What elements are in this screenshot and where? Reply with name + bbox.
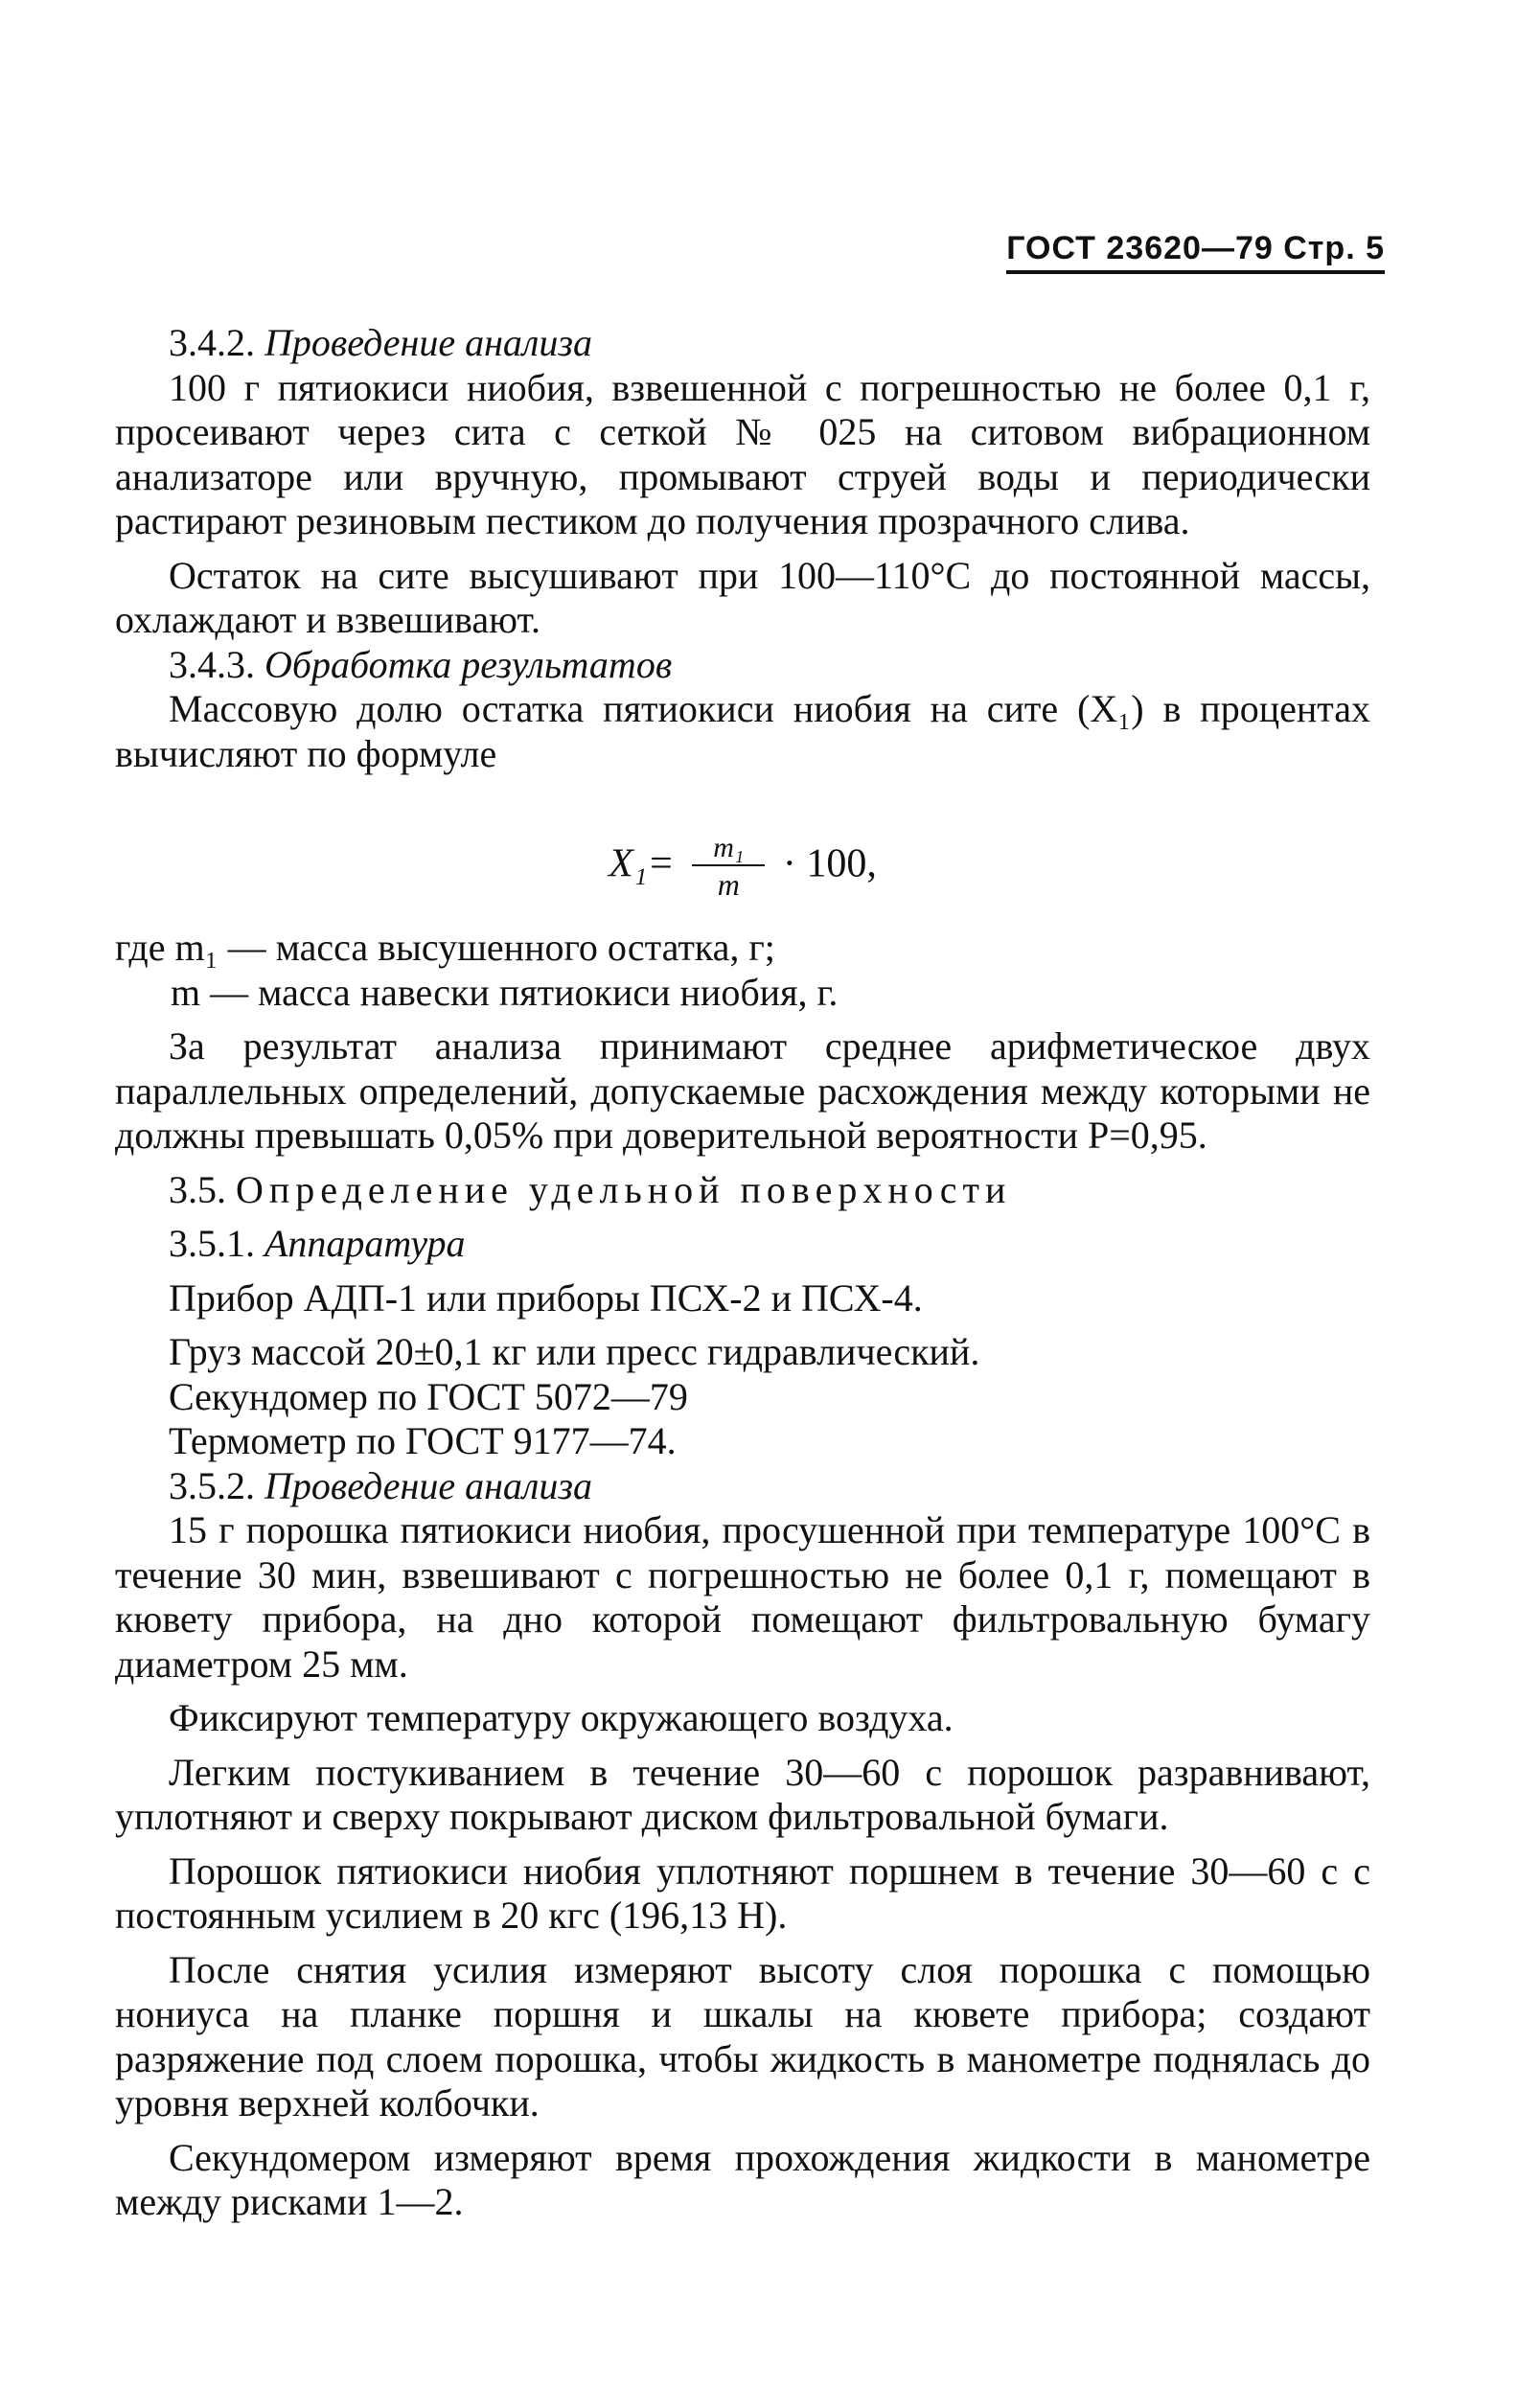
section-title: Аппаратура (264, 1222, 466, 1265)
formula-lhs: X₁= (609, 841, 675, 886)
section-heading-3-5-2 (115, 1464, 1370, 1509)
where-line: m — масса навески пятиокиси ниобия, г. (171, 970, 839, 1014)
section-heading-3-5 (115, 1168, 1370, 1213)
section-title: Проведение анализа (264, 1463, 592, 1507)
section-title: Проведение анализа (264, 321, 592, 364)
paragraph: Легким постукиванием в течение 30—60 с порошок разравнивают, уплотняют и сверху покрывают диском фильтровальной бумаги. (115, 1750, 1370, 1838)
header-rule (1006, 270, 1385, 274)
section-number: 3.4.3. (169, 642, 255, 686)
section-number: 3.5.2. (169, 1463, 255, 1507)
equipment-item: Груз массой 20±0,1 кг или пресс гидравлический. (169, 1330, 980, 1373)
paragraph: Остаток на сите высушивают при 100—110°С до постоянной массы, охлаждают и взвешивают. (115, 553, 1370, 641)
paragraph: Порошок пятиокиси ниобия уплотняют поршнем в течение 30—60 с с постоянным усилием в 20 кгс (196,13 Н). (115, 1848, 1370, 1937)
section-heading-3-4-2 (115, 321, 1370, 366)
page-number: Стр. 5 (1283, 230, 1385, 266)
paragraph: После снятия усилия измеряют высоту слоя порошка с помощью нониуса на планке поршня и шкалы на кювете прибора; создают разряжение под слоем порошка, чтобы жидкость в манометре поднялась до уровня верхней колбочки. (115, 1947, 1370, 2124)
formula-fraction (692, 832, 765, 903)
section-heading-3-5-1 (115, 1222, 1370, 1267)
formula-denominator: m (717, 867, 740, 902)
section-title: Определение удельной поверхности (236, 1167, 1012, 1211)
formula-numerator: m₁ (692, 832, 765, 866)
equipment-item: Термометр по ГОСТ 9177—74. (169, 1419, 677, 1462)
paragraph: 100 г пятиокиси ниобия, взвешенной с погрешностью не более 0,1 г, просеивают через сита с сеткой № 025 на ситовом вибрационном анализаторе или вручную, промывают струей воды и периодически растирают резиновым пестиком до получения прозрачного слива. (115, 365, 1370, 542)
paragraph: Массовую долю остатка пятиокиси ниобия на сите (X₁) в процентах вычисляют по формуле (115, 687, 1370, 775)
standard-number: ГОСТ 23620—79 (1006, 230, 1274, 266)
section-title: Обработка результатов (264, 642, 673, 686)
paragraph: Фиксируют температуру окружающего воздуха. (169, 1696, 954, 1739)
formula (115, 803, 1370, 918)
body-text (115, 321, 1370, 2225)
paragraph: Секундомером измеряют время прохождения жидкости в манометре между рисками 1—2. (115, 2135, 1370, 2223)
equipment-item: Прибор АДП-1 или приборы ПСХ-2 и ПСХ-4. (169, 1275, 923, 1320)
section-heading-3-4-3 (115, 643, 1370, 688)
section-number: 3.5. (169, 1167, 226, 1211)
page-header (958, 230, 1385, 267)
section-number: 3.5.1. (169, 1222, 255, 1265)
section-number: 3.4.2. (169, 321, 255, 364)
equipment-item: Секундомер по ГОСТ 5072—79 (169, 1374, 688, 1418)
paragraph: За результат анализа принимают среднее арифметическое двух параллельных определений, допускаемые расхождения между которыми не должны превышать 0,05% при доверительной вероятности Р=0,95. (115, 1024, 1370, 1157)
formula-rhs: · 100, (782, 841, 877, 886)
where-line: где m₁ — масса высушенного остатка, г; (115, 926, 775, 969)
paragraph: 15 г порошка пятиокиси ниобия, просушенной при температуре 100°С в течение 30 мин, взвешивают с погрешностью не более 0,1 г, помещают в кювету прибора, на дно которой помещают фильтровальную бумагу диаметром 25 мм. (115, 1508, 1370, 1686)
